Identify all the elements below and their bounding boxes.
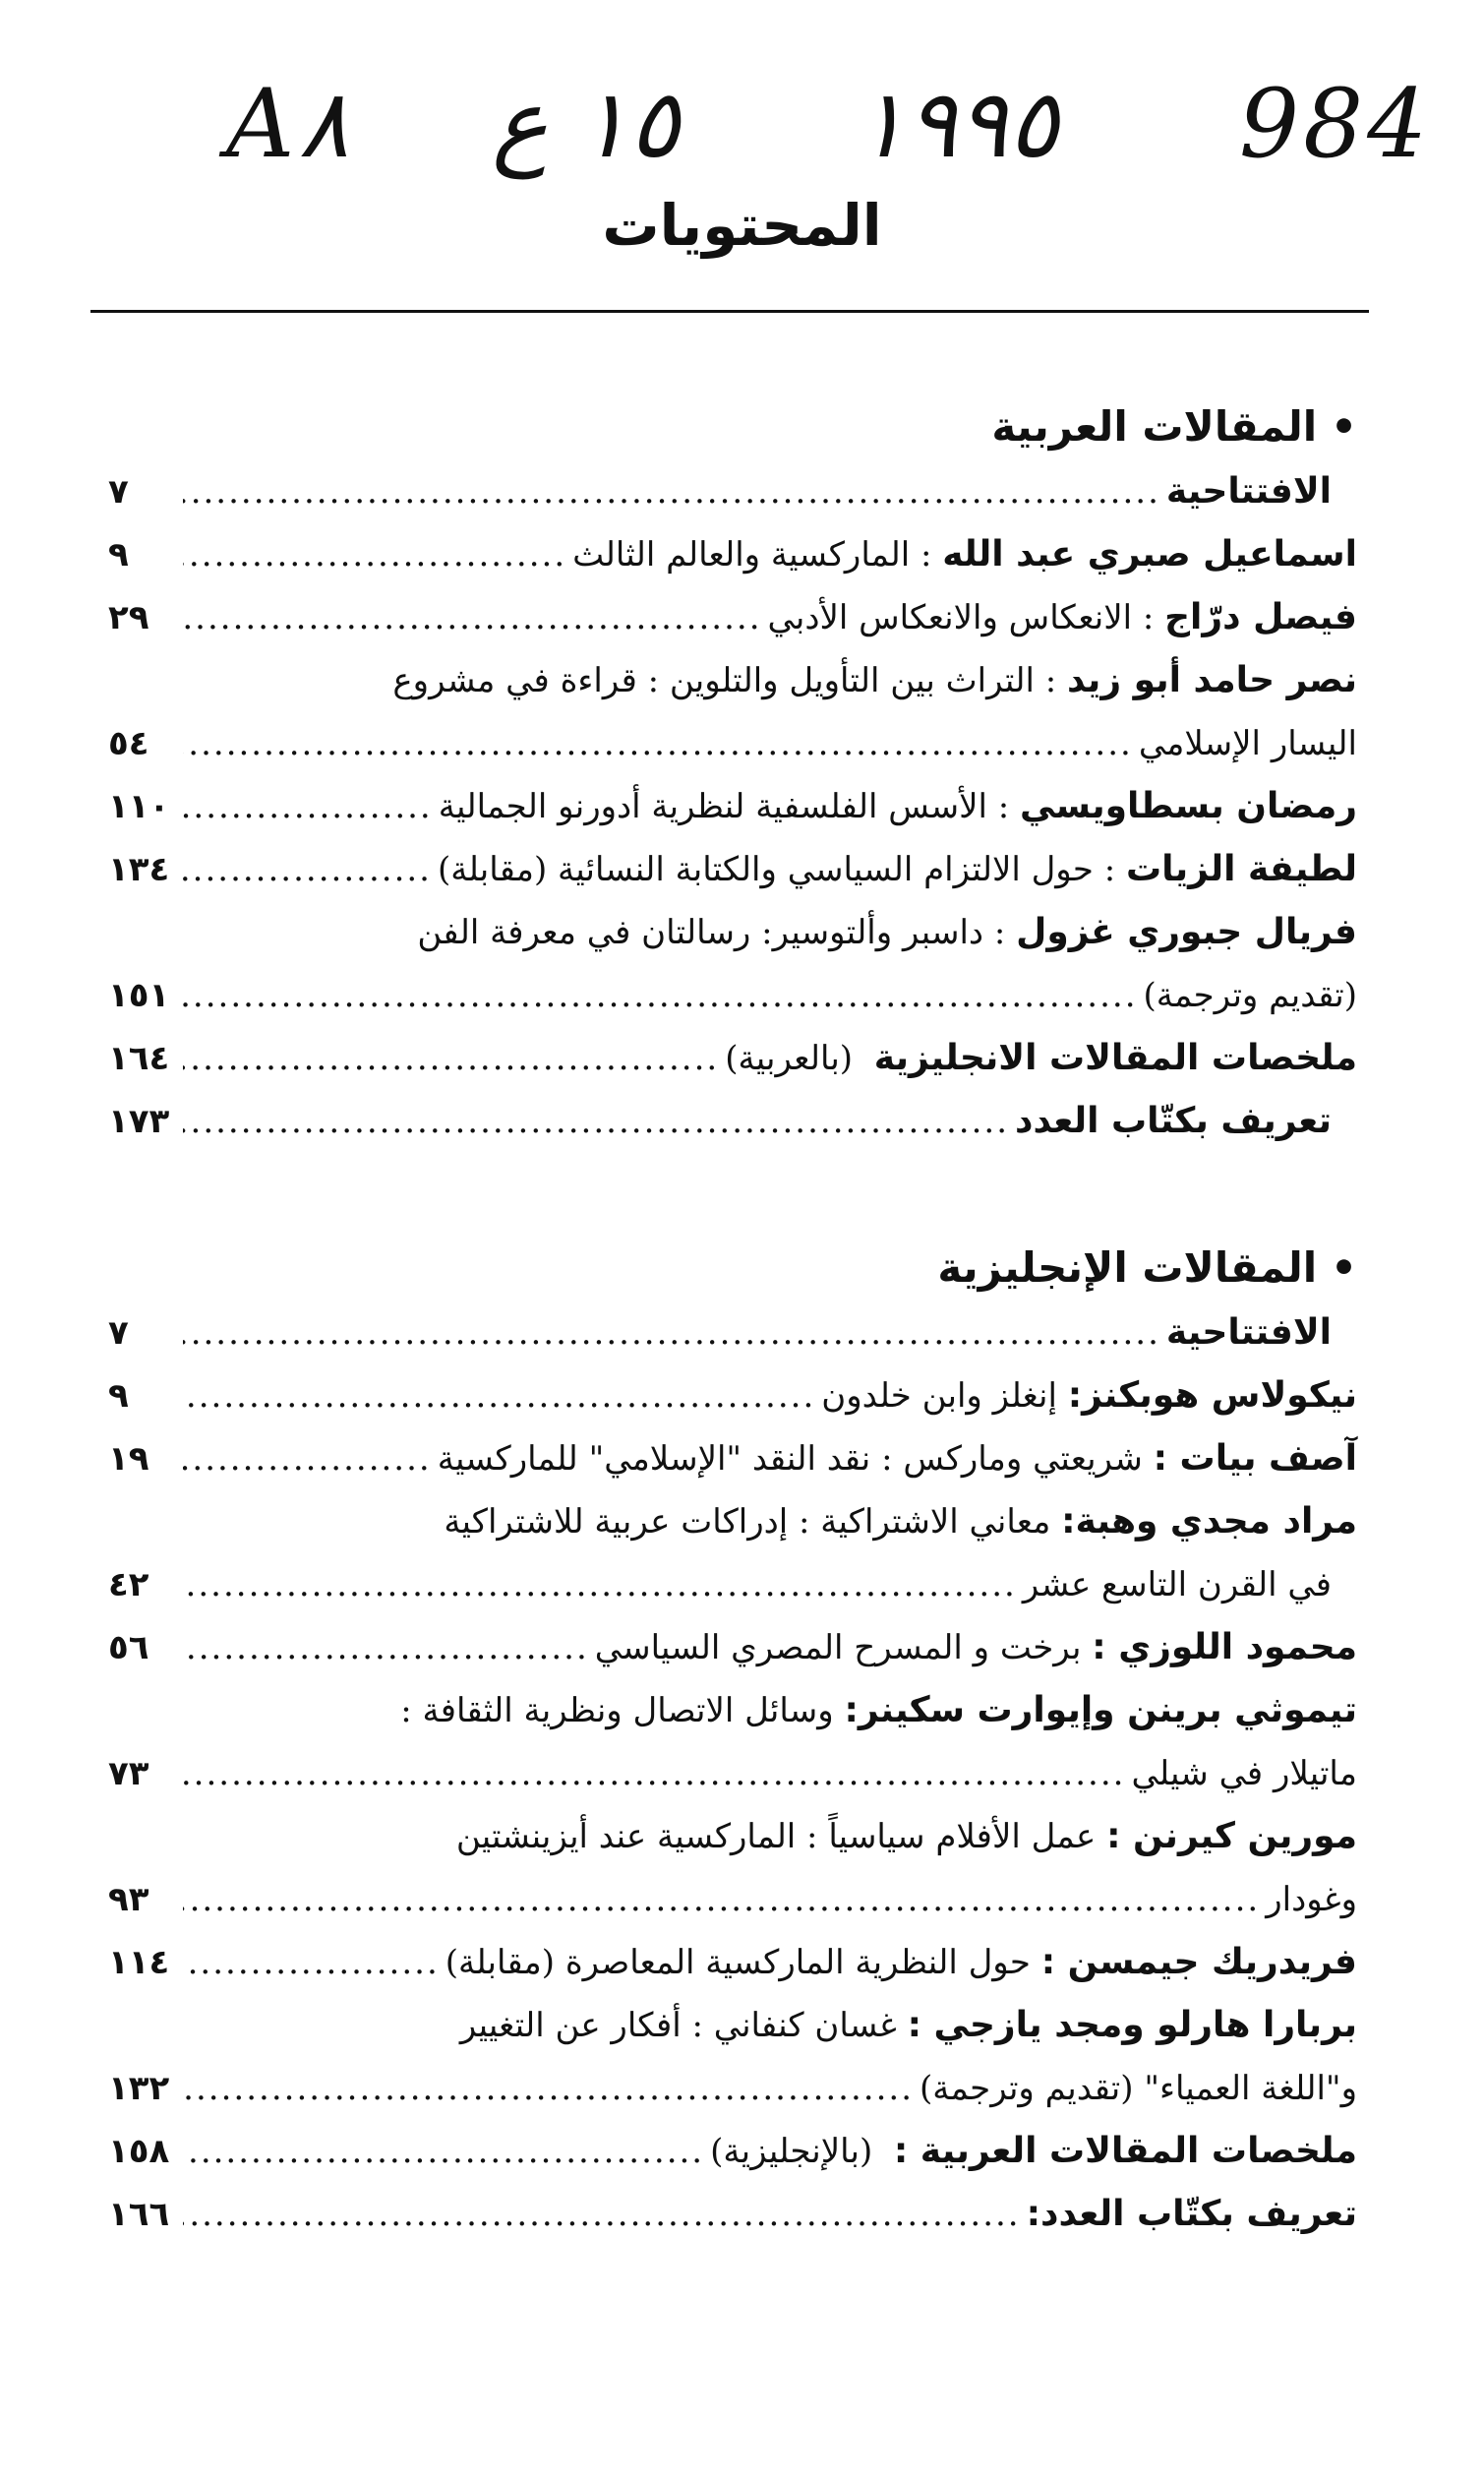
leader-dots (183, 964, 1138, 1027)
bullet-icon: • (1331, 402, 1357, 451)
handwritten-note-2: ١٥ ع (492, 69, 680, 179)
entry-page: ٥٤ (108, 724, 149, 763)
entry-title: في القرن التاسع عشر (1022, 1565, 1332, 1604)
entry-title: (بالعربية) (725, 1039, 854, 1078)
entry-author: محمود اللوزي : (1092, 1627, 1357, 1667)
entry-title: وسائل الاتصال ونظرية الثقافة : (400, 1691, 834, 1730)
entry-page: ١٧٣ (108, 1102, 170, 1141)
toc-entry-continuation (108, 1868, 1357, 1931)
toc-entry-continuation (108, 712, 1357, 775)
entry-title: عمل الأفلام سياسياً : الماركسية عند أيزينشتين (455, 1817, 1097, 1856)
entry-title: وغودار (1266, 1880, 1357, 1919)
entry-author: فيصل درّاج (1164, 597, 1357, 637)
entry-title: اليسار الإسلامي (1138, 724, 1357, 763)
toc-entry (108, 1616, 1357, 1679)
toc-entry (108, 460, 1357, 523)
entry-page: ٤٢ (108, 1565, 149, 1604)
entry-page: ١٥٨ (108, 2132, 170, 2171)
entry-author: تيموثي برينن وإيوارت سكينر: (844, 1690, 1357, 1730)
leader-dots (183, 2120, 704, 2183)
leader-dots (183, 2183, 1021, 2246)
leader-dots (183, 1742, 1125, 1805)
bullet-icon: • (1331, 1243, 1357, 1292)
entry-author: تعريف بكتّاب العدد (1015, 1101, 1332, 1141)
toc-entry (108, 2120, 1357, 2183)
leader-dots (183, 1868, 1260, 1931)
entry-page: ١٦٤ (108, 1039, 170, 1078)
entry-title: : حول الالتزام السياسي والكتابة النسائية (مقابلة) (438, 850, 1116, 889)
toc-entry-continuation (108, 964, 1357, 1027)
toc-entry (108, 523, 1357, 586)
leader-dots (183, 523, 566, 586)
entry-author: آصف بيات : (1153, 1438, 1357, 1479)
entry-page: ٩٣ (108, 1880, 149, 1919)
entry-author: نيكولاس هوبكنز: (1067, 1375, 1357, 1416)
toc-entry-continuation (108, 2057, 1357, 2120)
toc-entry (108, 901, 1357, 964)
entry-title: : الأسس الفلسفية لنظرية أدورنو الجمالية (438, 787, 1010, 826)
entry-title: برخت و المسرح المصري السياسي (594, 1628, 1082, 1667)
leader-dots (183, 1027, 719, 1090)
leader-dots (183, 1364, 815, 1427)
title-divider (90, 310, 1369, 313)
toc-entry (108, 2183, 1357, 2246)
section-heading-text: المقالات العربية (991, 402, 1318, 451)
entry-title: (تقديم وترجمة) (1143, 976, 1357, 1015)
entry-page: ٢٩ (108, 598, 149, 637)
entry-author: نصر حامد أبو زيد (1067, 660, 1357, 700)
leader-dots (183, 1616, 589, 1679)
entry-page: ١١٤ (108, 1943, 170, 1982)
entry-author: لطيفة الزيات (1125, 849, 1357, 889)
entry-title: إنغلز وابن خلدون (821, 1376, 1057, 1416)
toc-entry (108, 586, 1357, 649)
entry-page: ٧ (108, 1313, 129, 1353)
toc-entry (108, 1301, 1357, 1364)
entry-page: ١٦٦ (108, 2195, 170, 2234)
toc-entry (108, 1027, 1357, 1090)
entry-author: فريدريك جيمسن : (1040, 1942, 1357, 1982)
entry-title: غسان كنفاني : أفكار عن التغيير (459, 2006, 897, 2045)
leader-dots (183, 2057, 914, 2120)
toc-entry (108, 1994, 1357, 2057)
english-articles-section (108, 1235, 1357, 2246)
entry-page: ٧ (108, 472, 129, 512)
entry-title: ماتيلار في شيلي (1131, 1754, 1357, 1793)
handwritten-note-1: A٨ (226, 69, 349, 179)
leader-dots (183, 586, 762, 649)
entry-title: شريعتي وماركس : نقد النقد "الإسلامي" للماركسية (437, 1439, 1143, 1479)
entry-author: اسماعيل صبري عبد الله (942, 534, 1357, 575)
toc-entry (108, 1427, 1357, 1490)
leader-dots (183, 1301, 1160, 1364)
entry-page: ١٣٢ (108, 2069, 170, 2108)
toc-entry (108, 775, 1357, 838)
entry-page: ٩ (108, 535, 129, 575)
arabic-articles-section (108, 393, 1357, 1153)
toc-entry (108, 1679, 1357, 1742)
entry-author: مورين كيرنن : (1106, 1816, 1357, 1856)
toc-entry-continuation (108, 1553, 1357, 1616)
section-heading (108, 1235, 1357, 1301)
entry-author: الافتتاحية (1165, 1312, 1332, 1353)
entry-title: : داسبر وألتوسير: رسالتان في معرفة الفن (417, 913, 1006, 952)
entry-page: ١٥١ (108, 976, 170, 1015)
entry-title: معاني الاشتراكية : إدراكات عربية للاشتراكية (444, 1502, 1051, 1542)
toc-entry (108, 1364, 1357, 1427)
entry-title: حول النظرية الماركسية المعاصرة (مقابلة) (445, 1943, 1031, 1982)
leader-dots (183, 838, 432, 901)
leader-dots (183, 712, 1133, 775)
section-heading (108, 393, 1357, 460)
entry-page: ٧٣ (108, 1754, 149, 1793)
entry-author: مراد مجدي وهبة: (1061, 1501, 1357, 1542)
leader-dots (183, 1931, 440, 1994)
leader-dots (183, 1427, 432, 1490)
toc-entry (108, 1490, 1357, 1553)
entry-title: (بالإنجليزية) (710, 2132, 873, 2171)
leader-dots (183, 1553, 1017, 1616)
toc-entry (108, 1931, 1357, 1994)
toc-entry (108, 1805, 1357, 1868)
toc-entry-continuation (108, 1742, 1357, 1805)
toc-entry (108, 649, 1357, 712)
entry-author: رمضان بسطاويسي (1020, 786, 1357, 826)
page-title: المحتويات (602, 192, 882, 259)
leader-dots (183, 460, 1160, 523)
handwritten-note-4: 984 (1239, 69, 1432, 179)
entry-page: ١٣٤ (108, 850, 170, 889)
leader-dots (183, 1090, 1009, 1153)
entry-title: : الماركسية والعالم الثالث (572, 535, 932, 575)
section-heading-text: المقالات الإنجليزية (937, 1243, 1318, 1292)
entry-title: : التراث بين التأويل والتلوين : قراءة في مشروع (392, 661, 1057, 700)
entry-author: فريال جبوري غزول (1016, 912, 1357, 952)
toc-entry (108, 838, 1357, 901)
entry-page: ٥٦ (108, 1628, 149, 1667)
entry-author: الافتتاحية (1165, 471, 1332, 512)
entry-title: : الانعكاس والانعكاس الأدبي (767, 598, 1155, 637)
toc-entry (108, 1090, 1357, 1153)
leader-dots (183, 775, 433, 838)
entry-author: بربارا هارلو ومجد يازجي : (907, 2005, 1357, 2045)
entry-page: ١٩ (108, 1439, 149, 1479)
handwritten-note-3: ١٩٩٥ (856, 69, 1059, 179)
entry-author: تعريف بكتّاب العدد: (1026, 2194, 1357, 2234)
entry-page: ١١٠ (108, 787, 170, 826)
entry-page: ٩ (108, 1376, 129, 1416)
entry-author: ملخصات المقالات الانجليزية (873, 1038, 1357, 1078)
entry-title: و"اللغة العمياء" (تقديم وترجمة) (920, 2069, 1357, 2108)
entry-author: ملخصات المقالات العربية : (893, 2131, 1357, 2171)
